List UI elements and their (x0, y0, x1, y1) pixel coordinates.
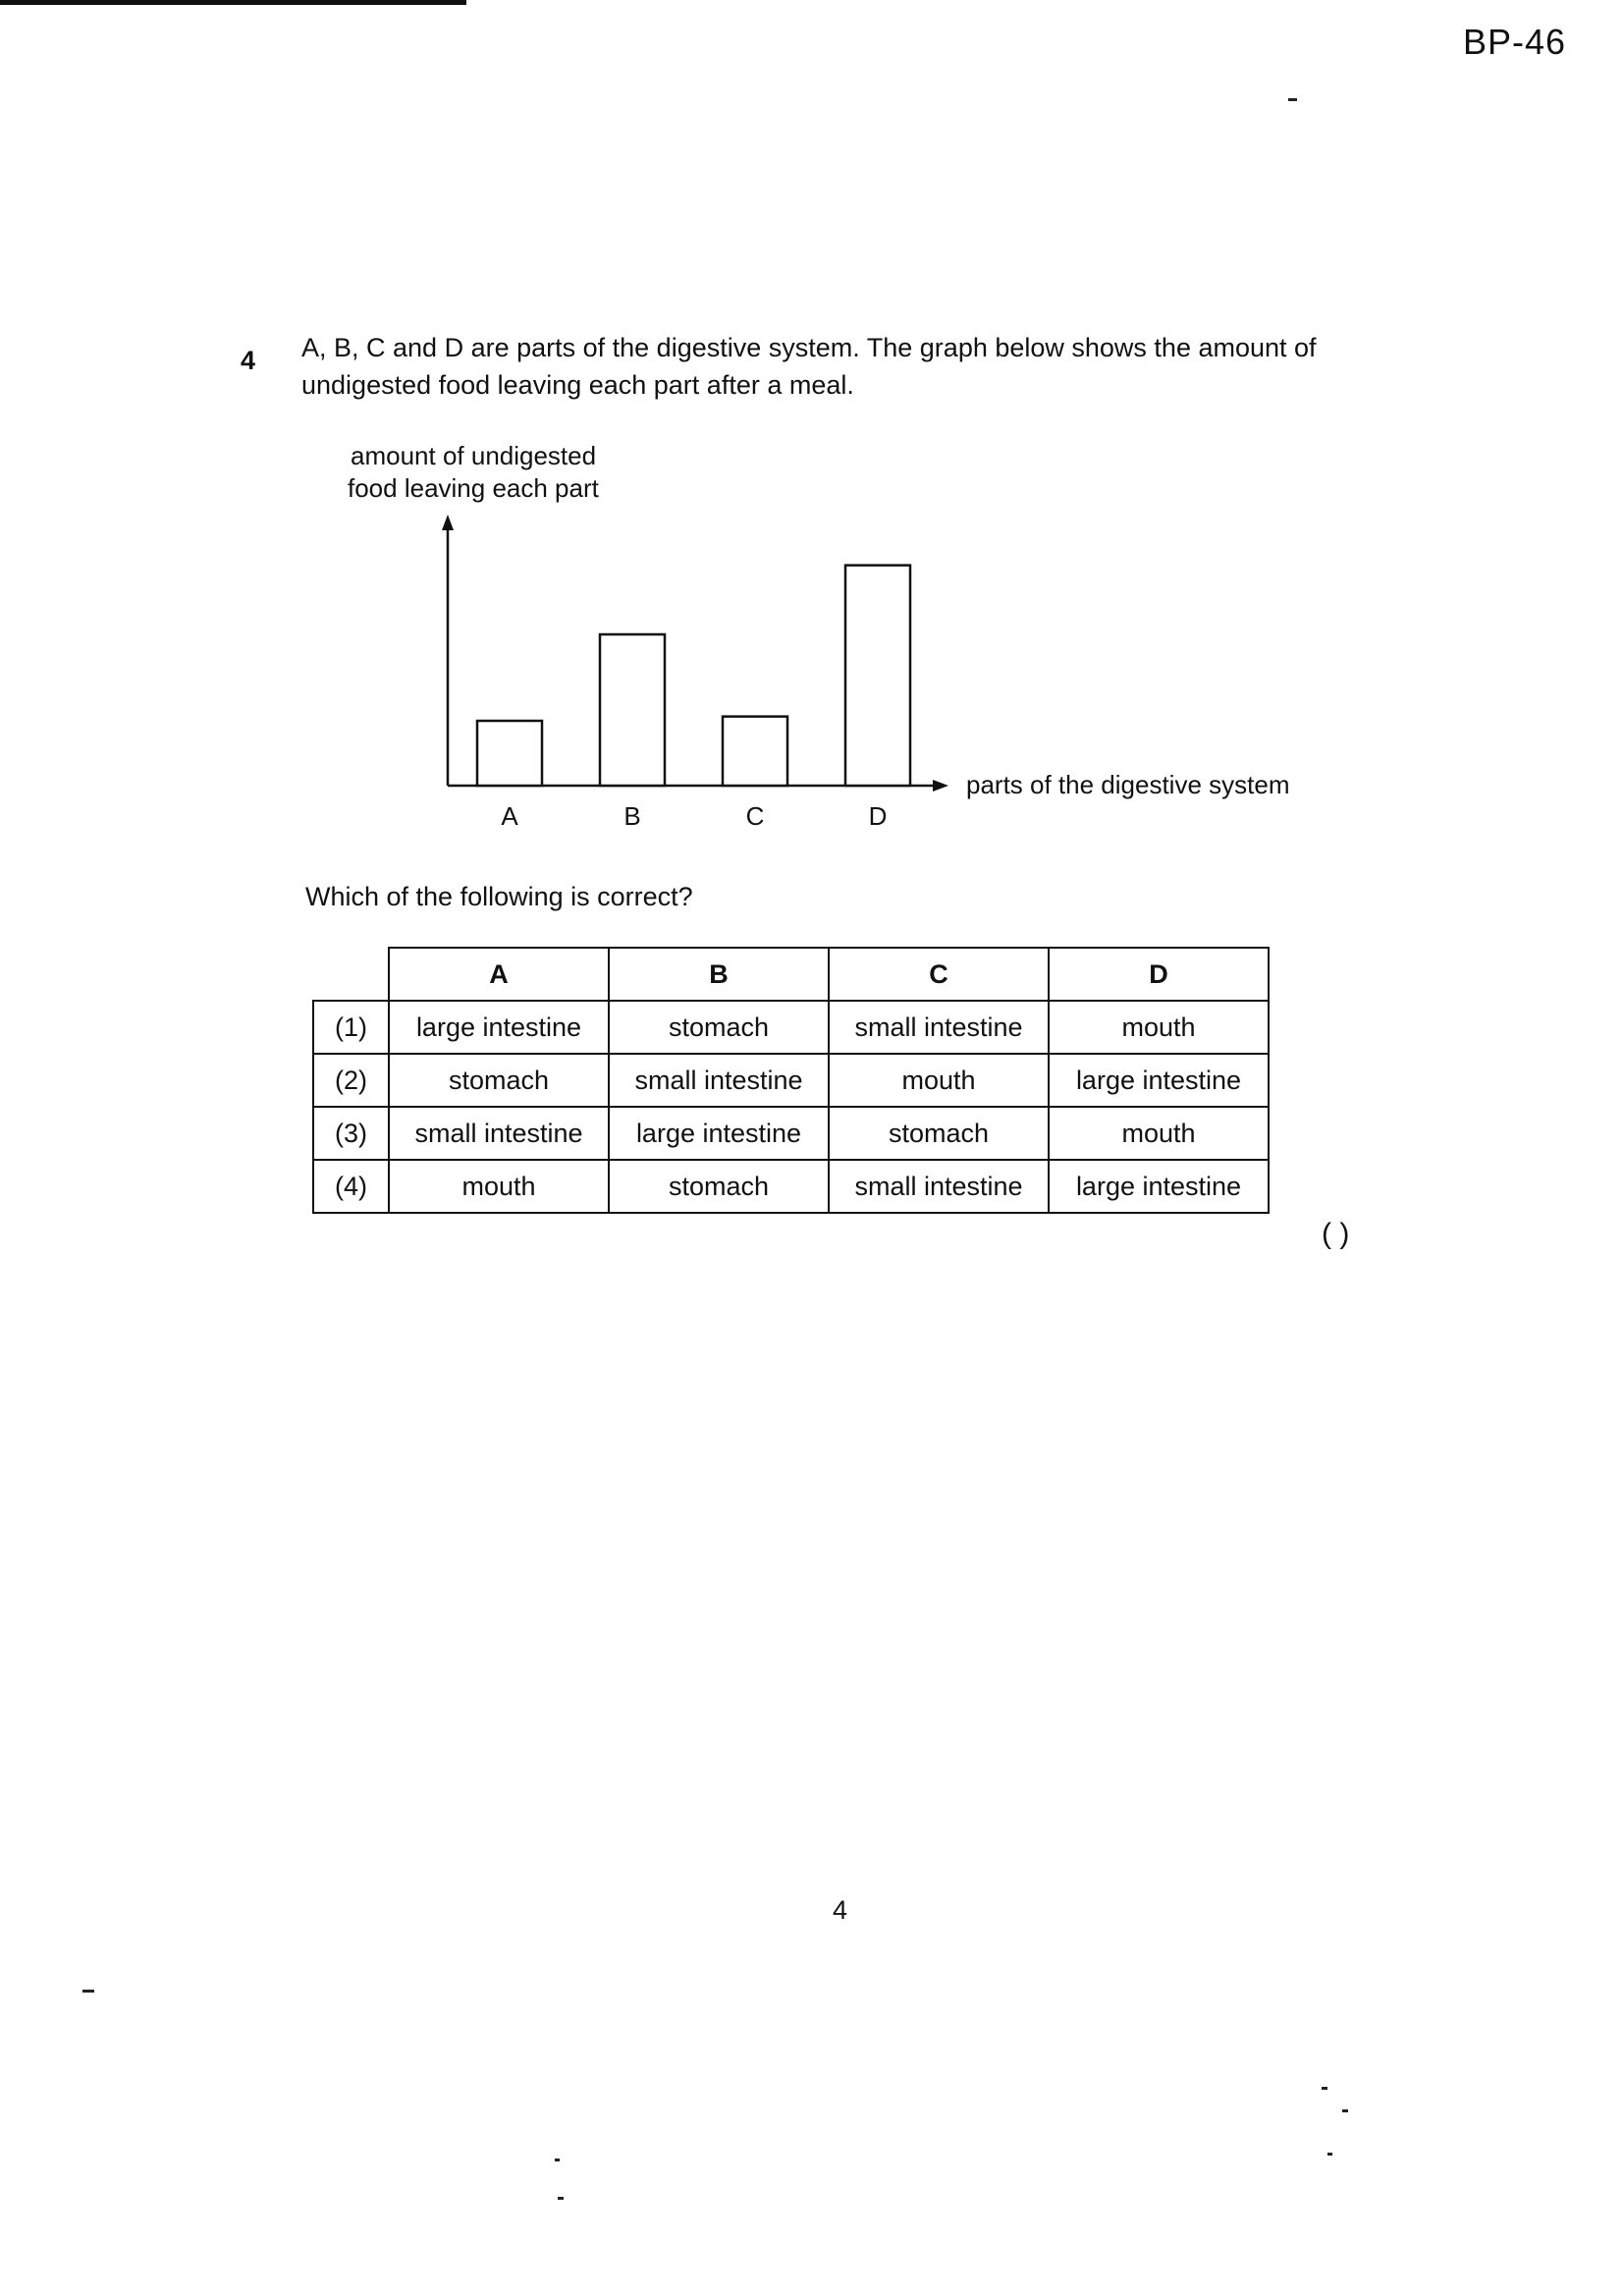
x-tick-label: D (868, 801, 888, 831)
question-prompt: Which of the following is correct? (305, 882, 693, 911)
option-row-4[interactable] (313, 1160, 1269, 1213)
scan-speck (558, 2197, 564, 2200)
scan-speck (1288, 98, 1297, 101)
x-axis-label: parts of the digestive system (966, 770, 1290, 799)
column-header: C (829, 948, 1049, 1001)
table-cell: mouth (389, 1160, 609, 1213)
page-number: 4 (833, 1895, 848, 1925)
table-cell: mouth (829, 1054, 1049, 1107)
page-code: BP-46 (1463, 22, 1567, 62)
scan-speck (555, 2159, 560, 2161)
option-label: (4) (313, 1160, 389, 1213)
question-text: A, B, C and D are parts of the digestive system. The graph below shows the amount of undigested food leaving each part after a meal. (301, 333, 1317, 400)
table-cell: large intestine (609, 1107, 829, 1160)
bar-chart (324, 432, 1355, 845)
option-label: (2) (313, 1054, 389, 1107)
table-header-row (313, 948, 1269, 1001)
table-cell: stomach (829, 1107, 1049, 1160)
table-cell: small intestine (389, 1107, 609, 1160)
scan-speck (1322, 2087, 1327, 2090)
column-header: B (609, 948, 829, 1001)
table-cell: stomach (609, 1001, 829, 1054)
column-header: D (1049, 948, 1269, 1001)
table-corner-cell (313, 948, 389, 1001)
y-axis-label-line2: food leaving each part (348, 473, 599, 503)
table-cell: mouth (1049, 1107, 1269, 1160)
scan-speck (1327, 2153, 1332, 2156)
bar-b (600, 634, 665, 786)
y-axis-label-line1: amount of undigested (351, 441, 597, 470)
table-cell: large intestine (1049, 1054, 1269, 1107)
x-axis-arrowhead (933, 780, 948, 792)
answer-bracket[interactable]: ( ) (1322, 1218, 1350, 1250)
question-number: 4 (241, 346, 256, 375)
option-row-3[interactable] (313, 1107, 1269, 1160)
scan-speck (1342, 2109, 1348, 2112)
table-cell: small intestine (829, 1001, 1049, 1054)
option-row-1[interactable] (313, 1001, 1269, 1054)
x-tick-label: C (745, 801, 765, 831)
x-tick-label: A (501, 801, 518, 831)
bar-a (477, 721, 542, 786)
top-rule (0, 0, 466, 5)
column-header: A (389, 948, 609, 1001)
table-cell: stomach (389, 1054, 609, 1107)
options-table (312, 947, 1270, 1214)
bar-c (723, 717, 787, 786)
table-cell: small intestine (609, 1054, 829, 1107)
x-tick-label: B (623, 801, 641, 831)
table-cell: stomach (609, 1160, 829, 1213)
bar-d (845, 566, 910, 786)
y-axis-arrowhead (442, 515, 454, 530)
table-cell: small intestine (829, 1160, 1049, 1213)
option-label: (3) (313, 1107, 389, 1160)
option-label: (1) (313, 1001, 389, 1054)
scan-speck (82, 1990, 94, 1993)
table-cell: large intestine (1049, 1160, 1269, 1213)
table-cell: large intestine (389, 1001, 609, 1054)
table-cell: mouth (1049, 1001, 1269, 1054)
option-row-2[interactable] (313, 1054, 1269, 1107)
